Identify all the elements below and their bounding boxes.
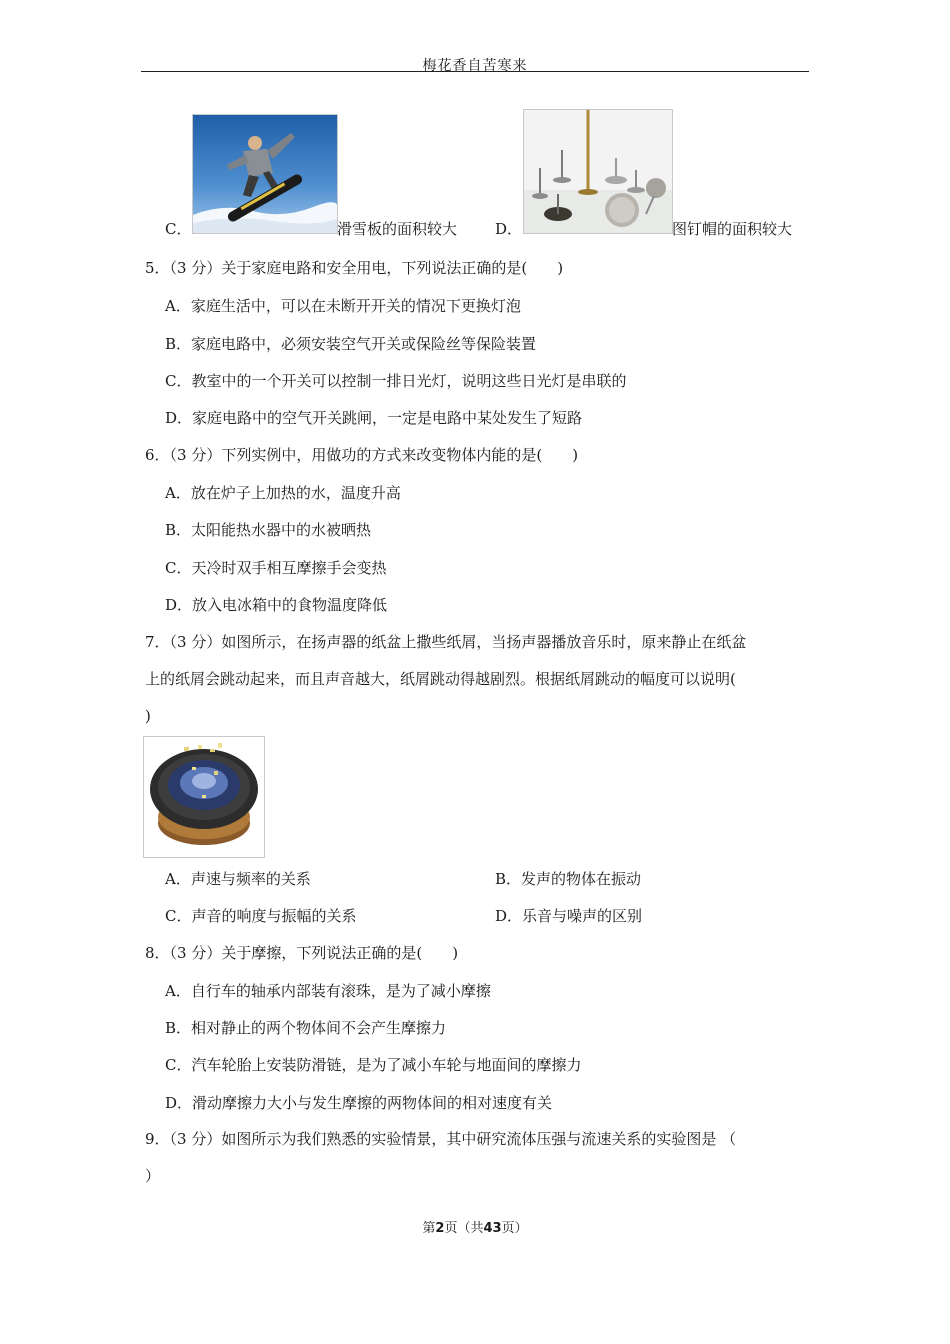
footer-prefix: 第 [422, 1221, 436, 1236]
footer-suffix: 页） [501, 1221, 528, 1236]
speaker-illustration [144, 737, 264, 857]
q4-option-d-text: 图钉帽的面积较大 [672, 220, 793, 238]
q8-option-b: B．相对静止的两个物体间不会产生摩擦力 [165, 1019, 447, 1037]
q5-option-b: B．家庭电路中，必须安装空气开关或保险丝等保险装置 [165, 335, 537, 353]
q6-option-c: C．天冷时双手相互摩擦手会变热 [165, 559, 387, 577]
q5-option-c: C．教室中的一个开关可以控制一排日光灯，说明这些日光灯是串联的 [165, 372, 627, 390]
q5-option-d: D．家庭电路中的空气开关跳闸，一定是电路中某处发生了短路 [165, 409, 583, 427]
footer-total-pages: 43 [483, 1221, 502, 1236]
q8-option-d: D．滑动摩擦力大小与发生摩擦的两物体间的相对速度有关 [165, 1094, 553, 1112]
page-header-title: 梅花香自苦寒来 [422, 58, 528, 74]
q7-stem-line1: 7．（3 分）如图所示，在扬声器的纸盆上撒些纸屑，当扬声器播放音乐时，原来静止在纸盆 [145, 633, 747, 651]
snowboarder-image [192, 114, 338, 234]
page-footer [0, 1217, 950, 1236]
q7-stem-line2: 上的纸屑会跳动起来，而且声音越大，纸屑跳动得越剧烈。根据纸屑跳动的幅度可以说明( [145, 670, 736, 688]
q6-stem: 6．（3 分）下列实例中，用做功的方式来改变物体内能的是( ) [145, 446, 579, 464]
q8-option-c: C．汽车轮胎上安装防滑链，是为了减小车轮与地面间的摩擦力 [165, 1056, 582, 1074]
q5-option-a: A．家庭生活中，可以在未断开开关的情况下更换灯泡 [165, 297, 521, 315]
q4-option-c-label: C． [165, 220, 192, 238]
footer-page-number: 2 [435, 1221, 445, 1236]
q9-stem-line1: 9．（3 分）如图所示为我们熟悉的实验情景，其中研究流体压强与流速关系的实验图是 （ [145, 1130, 737, 1148]
q6-option-a: A．放在炉子上加热的水，温度升高 [165, 484, 401, 502]
q5-stem: 5．（3 分）关于家庭电路和安全用电，下列说法正确的是( ) [145, 259, 564, 277]
q7-option-b: B．发声的物体在振动 [495, 870, 642, 888]
q6-option-d: D．放入电冰箱中的食物温度降低 [165, 596, 388, 614]
q6-option-b: B．太阳能热水器中的水被晒热 [165, 521, 372, 539]
header-divider [141, 71, 809, 72]
thumbtacks-illustration [524, 110, 672, 233]
q4-option-d-label: D． [495, 220, 523, 238]
snowboarder-illustration [193, 115, 337, 233]
speaker-image [143, 736, 265, 858]
thumbtacks-image [523, 109, 673, 234]
q8-option-a: A．自行车的轴承内部装有滚珠，是为了减小摩擦 [165, 982, 491, 1000]
q4-option-c-text: 滑雪板的面积较大 [337, 220, 458, 238]
q8-stem: 8．（3 分）关于摩擦，下列说法正确的是( ) [145, 944, 459, 962]
q7-stem-line3: ) [145, 707, 151, 725]
q7-option-d: D．乐音与噪声的区别 [495, 907, 643, 925]
q7-option-a: A．声速与频率的关系 [165, 870, 311, 888]
q7-option-c: C．声音的响度与振幅的关系 [165, 907, 357, 925]
footer-mid: 页（共 [444, 1221, 484, 1236]
q9-stem-line2: ） [145, 1167, 161, 1185]
